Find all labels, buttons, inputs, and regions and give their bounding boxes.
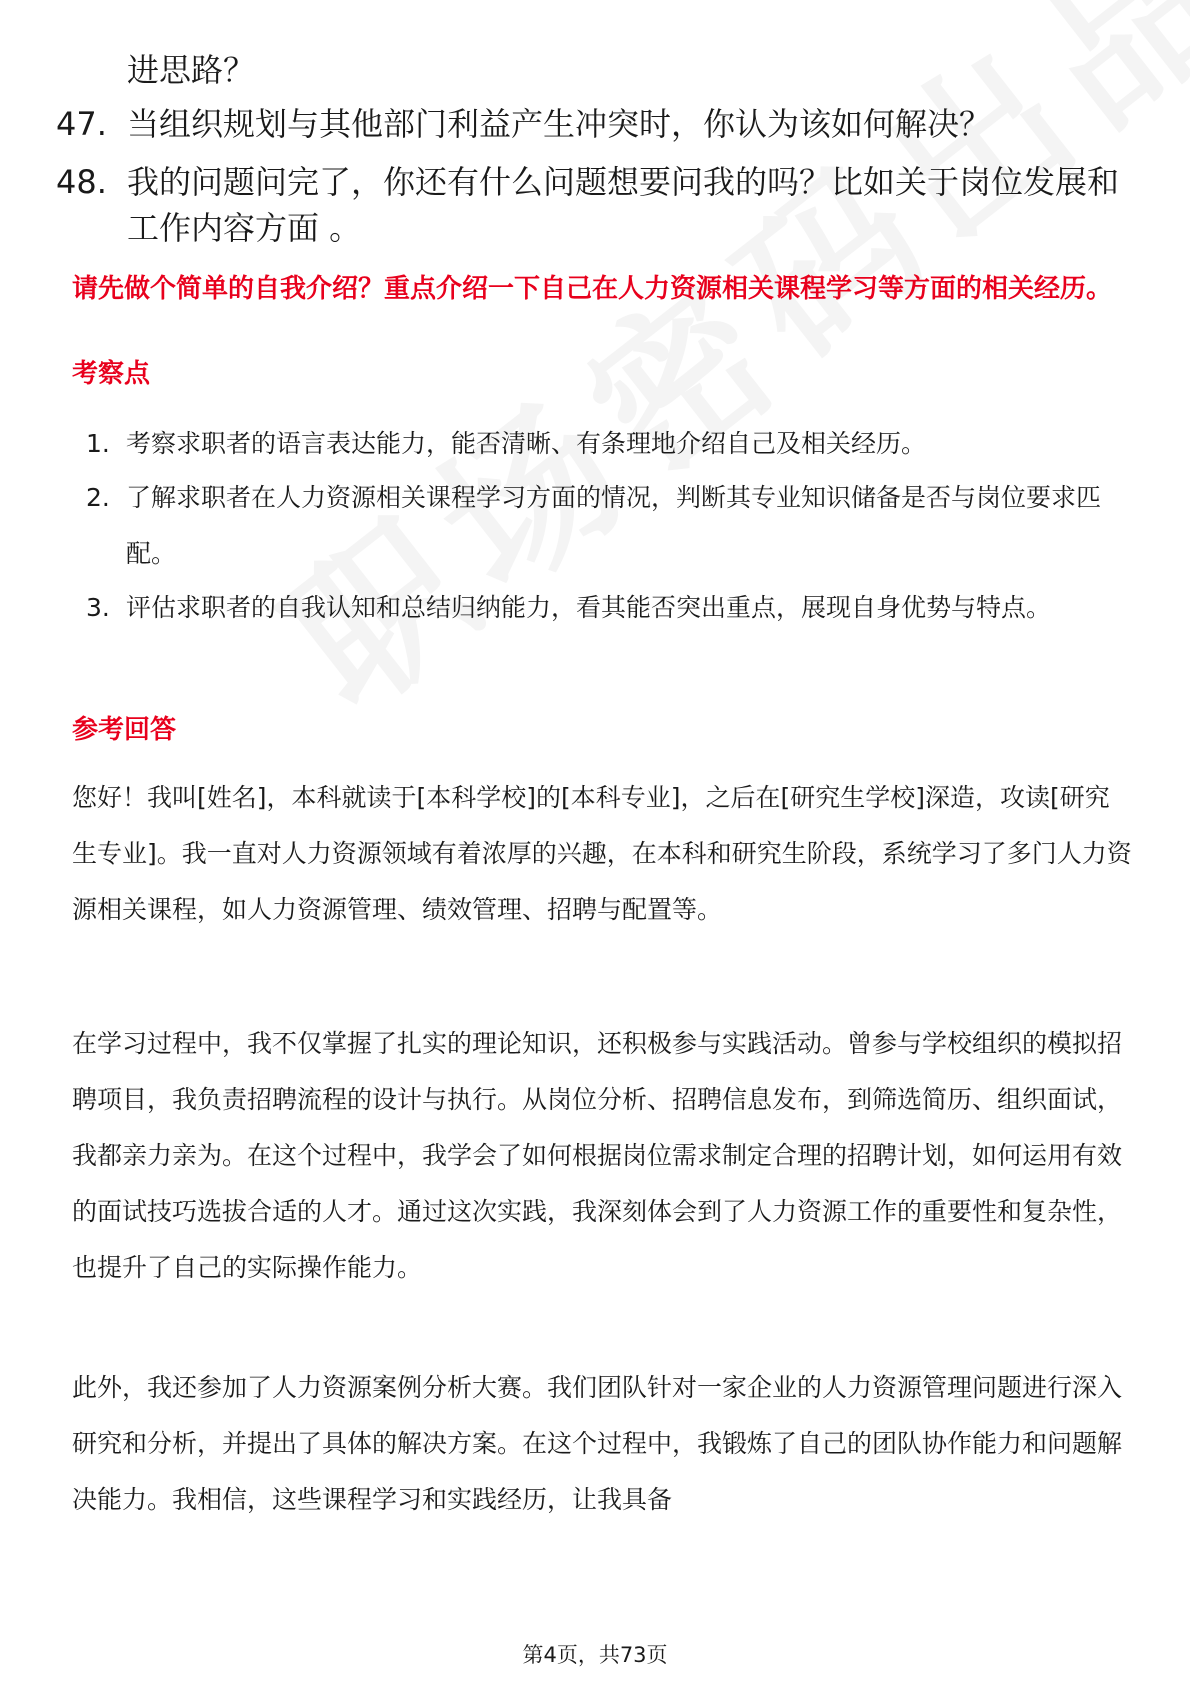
question-continuation: 进思路？ — [127, 51, 256, 89]
question-item-48 — [56, 159, 1136, 251]
reference-answer-label: 参考回答 — [72, 715, 177, 745]
exam-points-label: 考察点 — [72, 359, 151, 389]
exam-point-text: 评估求职者的自我认知和总结归纳能力，看其能否突出重点，展现自身优势与特点。 — [126, 593, 1052, 622]
exam-point-text: 考察求职者的语言表达能力，能否清晰、有条理地介绍自己及相关经历。 — [126, 429, 927, 458]
question-number: 48. — [56, 163, 107, 201]
exam-point-number: 2. — [86, 483, 110, 512]
question-item-47 — [56, 101, 1136, 147]
answer-paragraph: 您好！我叫[姓名]，本科就读于[本科学校]的[本科专业]，之后在[研究生学校]深造，攻读[研究生专业]。我一直对人力资源领域有着浓厚的兴趣，在本科和研究生阶段，系统学习了多门人力资源相关课程，如人力资源管理、绩效管理、招聘与配置等。 — [72, 783, 1132, 924]
exam-point-text: 了解求职者在人力资源相关课程学习方面的情况，判断其专业知识储备是否与岗位要求匹配。 — [126, 483, 1102, 568]
question-number: 47. — [56, 105, 107, 143]
exam-point-item — [86, 580, 1132, 636]
question-text: 当组织规划与其他部门利益产生冲突时，你认为该如何解决？ — [127, 105, 992, 143]
question-heading: 请先做个简单的自我介绍？重点介绍一下自己在人力资源相关课程学习等方面的相关经历。 — [72, 274, 1113, 304]
exam-point-number: 1. — [86, 429, 110, 458]
exam-point-number: 3. — [86, 593, 110, 622]
exam-point-item — [86, 416, 1132, 472]
page-footer: 第4页，共73页 — [522, 1643, 668, 1667]
exam-point-item — [86, 470, 1132, 582]
answer-paragraph: 在学习过程中，我不仅掌握了扎实的理论知识，还积极参与实践活动。曾参与学校组织的模拟招聘项目，我负责招聘流程的设计与执行。从岗位分析、招聘信息发布，到筛选简历、组织面试，我都亲力亲为。在这个过程中，我学会了如何根据岗位需求制定合理的招聘计划，如何运用有效的面试技巧选拔合适的人才。通过这次实践，我深刻体会到了人力资源工作的重要性和复杂性，也提升了自己的实际操作能力。 — [72, 1029, 1123, 1282]
answer-paragraph: 此外，我还参加了人力资源案例分析大赛。我们团队针对一家企业的人力资源管理问题进行深入研究和分析，并提出了具体的解决方案。在这个过程中，我锻炼了自己的团队协作能力和问题解决能力。我相信，这些课程学习和实践经历，让我具备 — [72, 1373, 1123, 1514]
question-text: 我的问题问完了，你还有什么问题想要问我的吗？比如关于岗位发展和工作内容方面 。 — [127, 163, 1120, 247]
